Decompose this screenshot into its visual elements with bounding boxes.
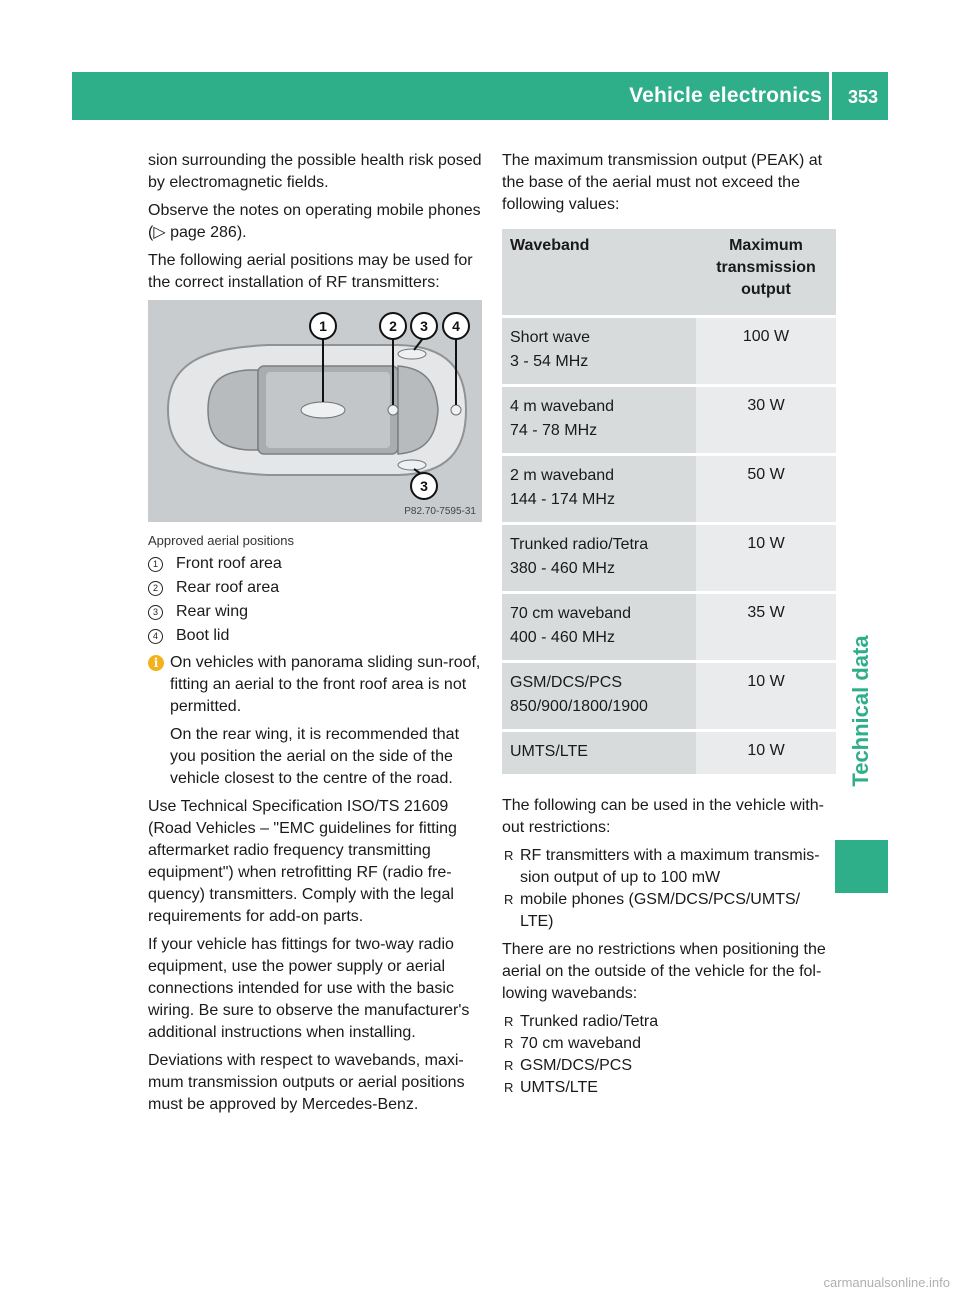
legend-item [148, 552, 482, 576]
aerial-positions-figure [148, 300, 482, 522]
column-header-output: Maximum transmission output [696, 229, 836, 315]
paragraph: The following can be used in the vehicle with-out restrictions: [502, 797, 824, 836]
legend-item [148, 576, 482, 600]
side-tab-label: Technical data [848, 635, 873, 787]
callout-4: 4 [442, 312, 470, 340]
legend-label: Front roof area [176, 555, 282, 572]
output-cell: 50 W [696, 456, 836, 522]
paragraph: sion surrounding the possible health risk posed by electromagnetic fields. [148, 152, 482, 191]
band-name: 4 m waveband [510, 398, 615, 415]
legend-label: Rear roof area [176, 579, 280, 596]
list-item: R GSM/DCS/PCS [502, 1055, 836, 1077]
table-row [502, 318, 836, 384]
legend-number: 3 [148, 605, 163, 620]
output-cell: 30 W [696, 387, 836, 453]
page-header [72, 72, 888, 120]
list-item: R Trunked radio/Tetra [502, 1011, 836, 1033]
table-row [502, 594, 836, 660]
table-row [502, 732, 836, 774]
watermark: carmanualsonline.info [823, 1275, 950, 1290]
band-name: Short wave [510, 329, 591, 346]
callout-3: 3 [410, 312, 438, 340]
right-column [502, 150, 836, 1105]
band-range: 380 - 460 MHz [510, 560, 615, 577]
left-column [148, 150, 482, 1122]
note-paragraph: On vehicles with panorama sliding sun-roof, fitting an aerial to the front roof area is not permitted. [170, 654, 481, 715]
output-cell: 100 W [696, 318, 836, 384]
paragraph: Observe the notes on operating mobile phones (▷ page 286). [148, 202, 481, 241]
band-range: 850/900/1800/1900 [510, 698, 648, 715]
section-title: Vehicle electronics [629, 84, 822, 107]
table-row [502, 663, 836, 729]
header-separator [829, 72, 832, 120]
table-row [502, 525, 836, 591]
waveband-cell [502, 525, 696, 591]
note-paragraph: On the rear wing, it is recommended that you position the aerial on the side of the vehicle closest to the centre of the road. [170, 726, 460, 787]
side-tab [835, 600, 888, 822]
paragraph: Use Technical Specification ISO/TS 21609 (Road Vehicles – "EMC guidelines for fitting aftermarket radio frequency transmitting equipment") when retrofitting RF (radio fre-quency) transmitters. Comply with the legal requirements for add-on parts. [148, 798, 457, 925]
info-icon: i [148, 655, 164, 671]
band-name: GSM/DCS/PCS [510, 674, 623, 691]
table-row [502, 387, 836, 453]
band-range: 3 - 54 MHz [510, 353, 589, 370]
legend-item [148, 624, 482, 648]
output-cell: 35 W [696, 594, 836, 660]
column-header-waveband: Waveband [502, 229, 696, 315]
table-header-row [502, 229, 836, 315]
band-range: 144 - 174 MHz [510, 491, 615, 508]
list-item: R 70 cm waveband [502, 1033, 836, 1055]
band-name: 2 m waveband [510, 467, 615, 484]
list-item: R UMTS/LTE [502, 1077, 836, 1099]
paragraph: Deviations with respect to wavebands, maxi-mum transmission outputs or aerial positions must be approved by Mercedes-Benz. [148, 1052, 465, 1113]
legend-label: Boot lid [176, 627, 230, 644]
band-name: UMTS/LTE [510, 743, 588, 760]
waveband-cell [502, 318, 696, 384]
output-cell: 10 W [696, 663, 836, 729]
waveband-cell [502, 456, 696, 522]
callout-2: 2 [379, 312, 407, 340]
legend-number: 1 [148, 557, 163, 572]
waveband-cell [502, 663, 696, 729]
info-note [148, 652, 482, 796]
paragraph: There are no restrictions when positioning the aerial on the outside of the vehicle for the fol-lowing wavebands: [502, 941, 826, 1002]
band-range: 400 - 460 MHz [510, 629, 615, 646]
positioning-list [502, 1011, 836, 1099]
callout-1: 1 [309, 312, 337, 340]
transmission-output-table [502, 226, 836, 777]
paragraph: The maximum transmission output (PEAK) at the base of the aerial must not exceed the following values: [502, 152, 823, 213]
output-cell: 10 W [696, 732, 836, 774]
legend-item [148, 600, 482, 624]
page-number: 353 [847, 87, 878, 107]
figure-caption: Approved aerial positions [148, 533, 294, 548]
paragraph: If your vehicle has fittings for two-way radio equipment, use the power supply or aerial connections intended for use with the basic wiring. Be sure to observe the manufacturer's additional instructions when installing. [148, 936, 470, 1041]
list-item: R RF transmitters with a maximum transmis-sion output of up to 100 mW [502, 845, 836, 889]
legend-label: Rear wing [176, 603, 249, 620]
list-item: R mobile phones (GSM/DCS/PCS/UMTS/ LTE) [502, 889, 836, 933]
legend-number: 2 [148, 581, 163, 596]
band-name: Trunked radio/Tetra [510, 536, 649, 553]
figure-code: P82.70-7595-31 [404, 506, 476, 517]
waveband-cell [502, 594, 696, 660]
callout-3-lower: 3 [410, 472, 438, 500]
side-tab-marker [835, 840, 888, 893]
band-name: 70 cm waveband [510, 605, 631, 622]
paragraph: The following aerial positions may be used for the correct installation of RF transmitters: [148, 252, 473, 291]
unrestricted-list [502, 845, 836, 933]
waveband-cell [502, 732, 696, 774]
waveband-cell [502, 387, 696, 453]
note-body [170, 652, 482, 796]
table-row [502, 456, 836, 522]
legend-number: 4 [148, 629, 163, 644]
band-range: 74 - 78 MHz [510, 422, 598, 439]
output-cell: 10 W [696, 525, 836, 591]
